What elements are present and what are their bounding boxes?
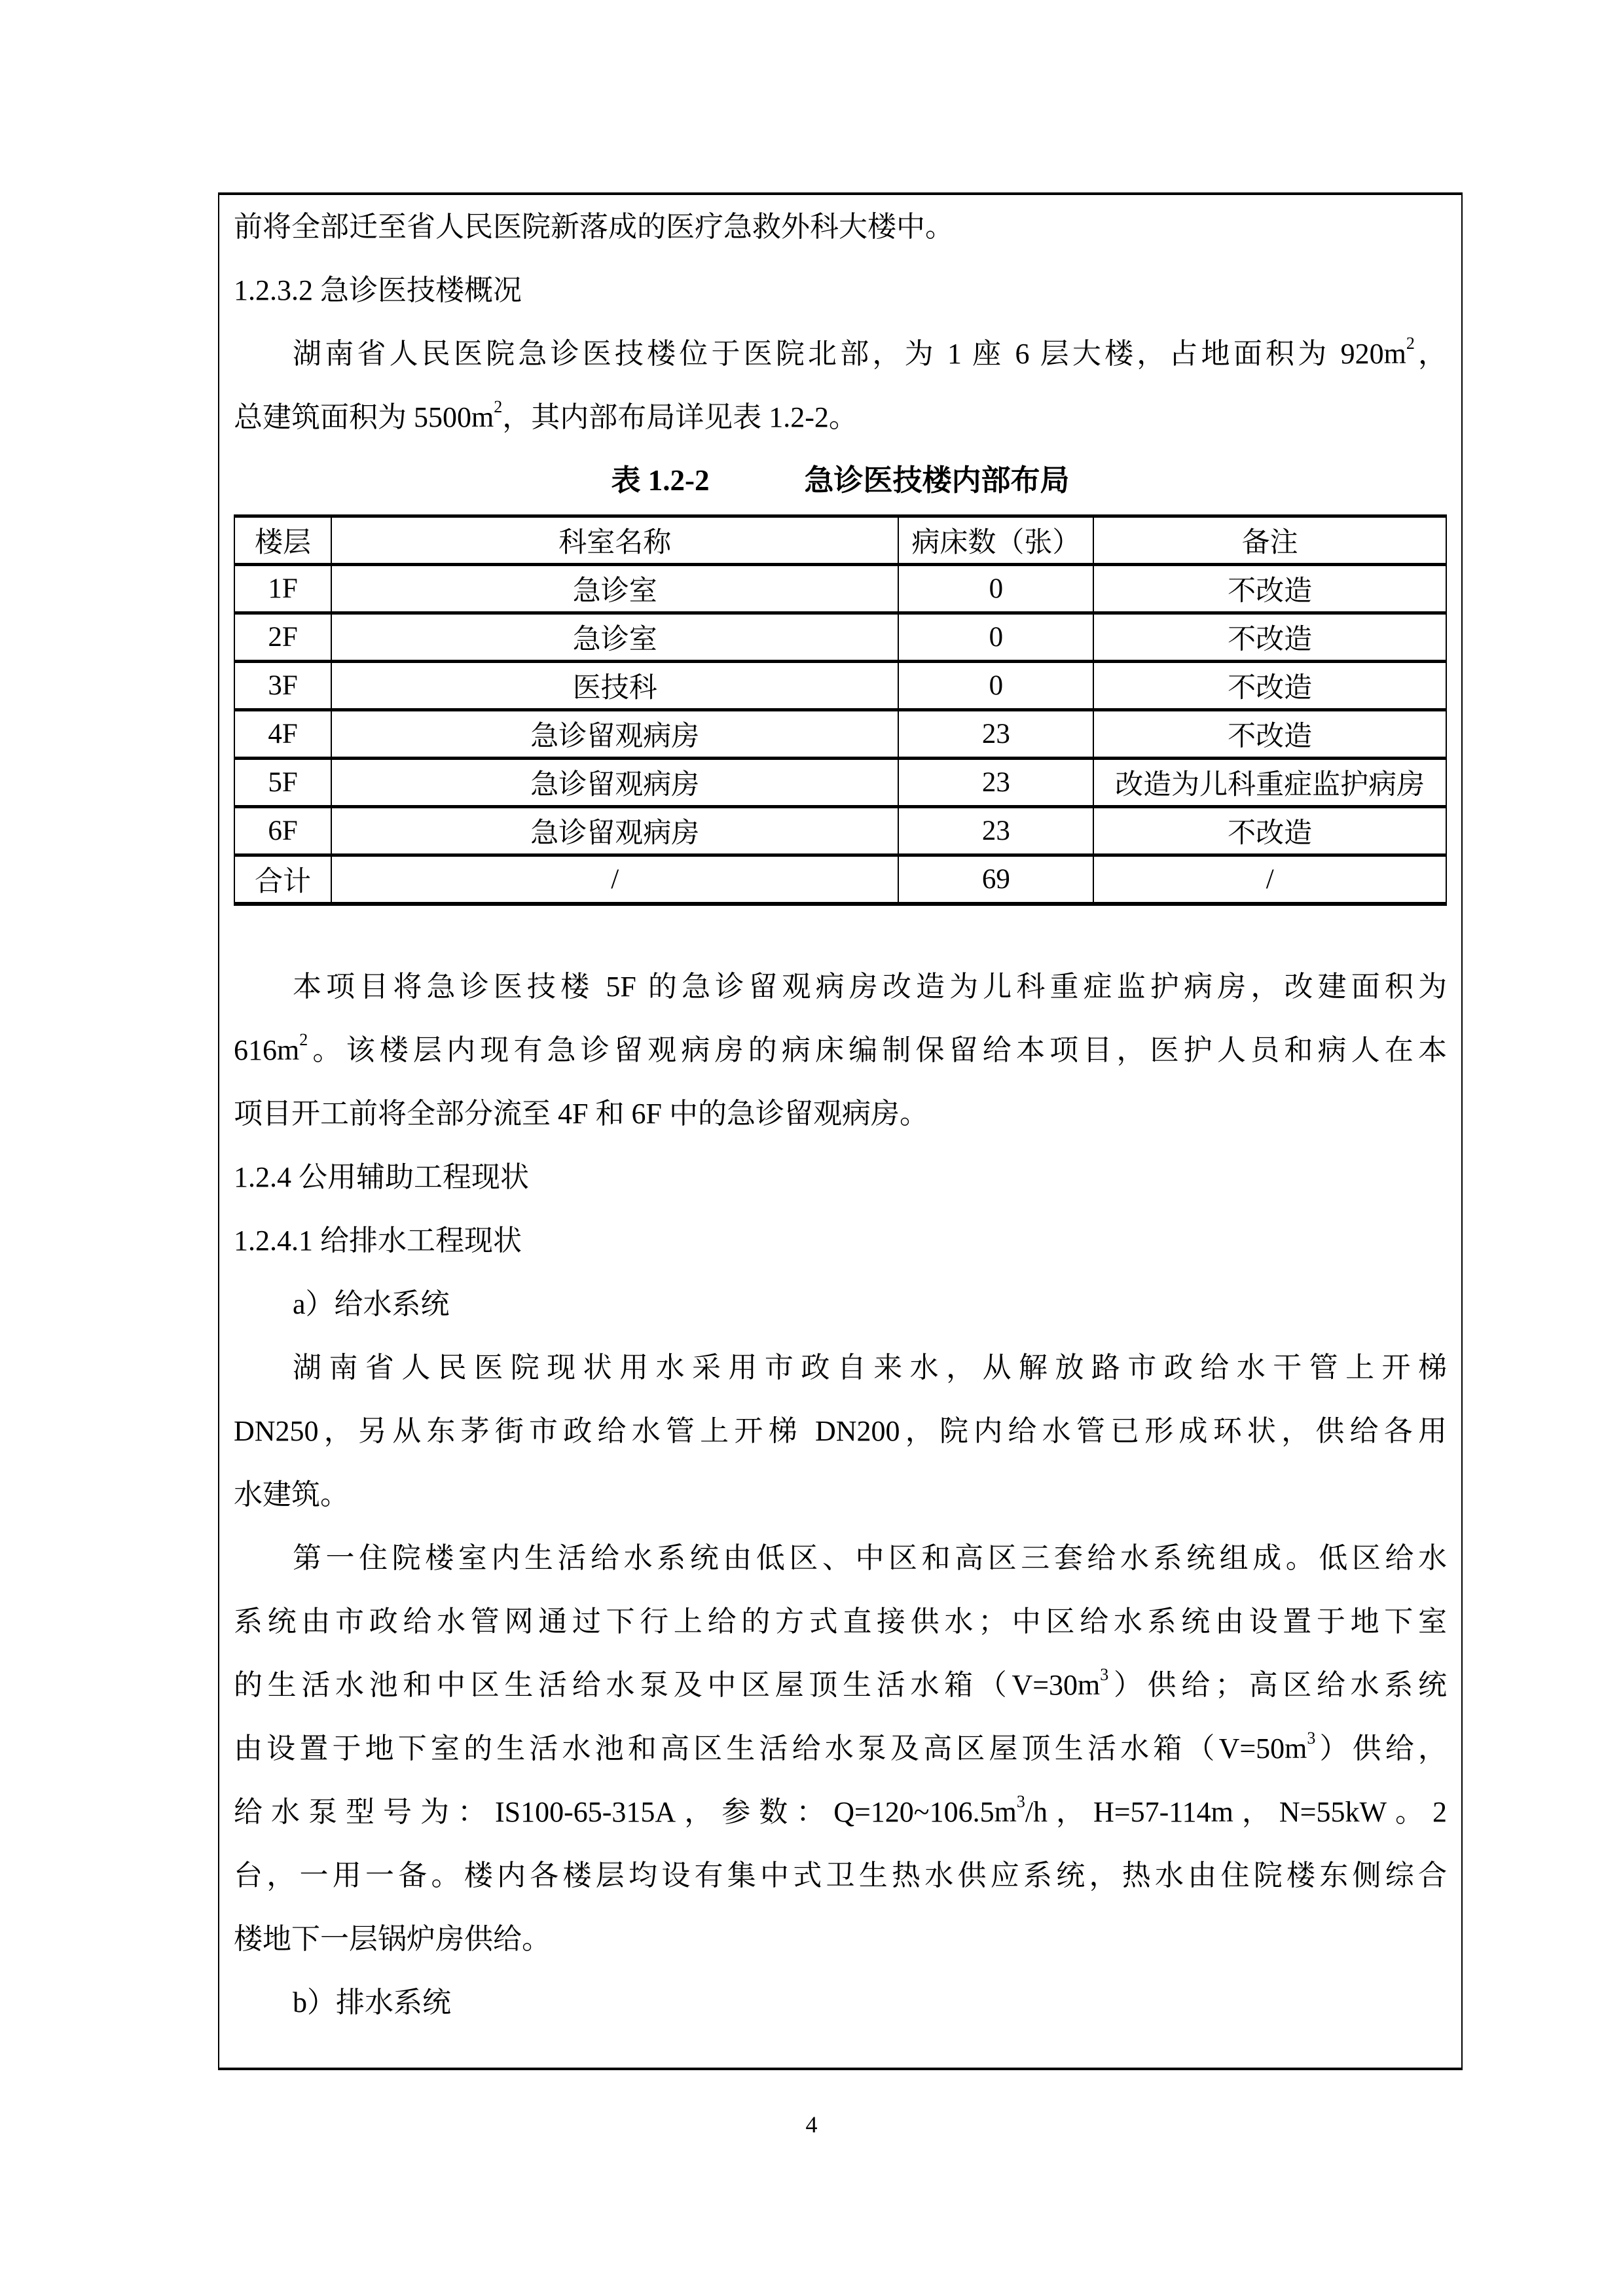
table-header-cell: 病床数（张）	[898, 516, 1093, 565]
table-cell: 0	[898, 613, 1093, 662]
table-cell: 不改造	[1093, 807, 1446, 855]
table-cell: 不改造	[1093, 565, 1446, 613]
text-line: $616m^2$。该楼层内现有急诊留观病房的病床编制保留给本项目，医护人员和病人在本	[234, 1030, 1447, 1066]
body-text-bottom	[234, 955, 1447, 2034]
table-cell: 23	[898, 710, 1093, 759]
text-line: 1.2.4.1 给排水工程现状	[234, 1224, 522, 1257]
table-row	[234, 662, 1446, 710]
superscript: 3	[1100, 1664, 1109, 1684]
table-row	[234, 855, 1446, 904]
text-line: 楼地下一层锅炉房供给。	[234, 1922, 551, 1955]
superscript: 2	[494, 397, 503, 416]
table-header-row	[234, 516, 1446, 565]
table-cell: 合计	[234, 855, 331, 904]
table-header-cell: 科室名称	[331, 516, 898, 565]
table-cell: 23	[898, 807, 1093, 855]
text-line: 前将全部迁至省人民医院新落成的医疗急救外科大楼中。	[234, 211, 954, 243]
text-line: 系统由市政给水管网通过下行上给的方式直接供水；中区给水系统由设置于地下室	[234, 1605, 1447, 1638]
table-cell: 急诊室	[331, 613, 898, 662]
text-line: DN250，另从东茅街市政给水管上开梯 DN200，院内给水管已形成环状，供给各用	[234, 1414, 1447, 1447]
table-cell: /	[1093, 855, 1446, 904]
document-border-box	[218, 192, 1463, 2070]
table-cell: 急诊留观病房	[331, 759, 898, 807]
page-number: 4	[805, 2111, 818, 2138]
text-line: 1.2.3.2 急诊医技楼概况	[234, 274, 522, 306]
text-line: 湖南省人民医院现状用水采用市政自来水，从解放路市政给水干管上开梯	[293, 1351, 1447, 1384]
table-cell: 1F	[234, 565, 331, 613]
table-cell: 急诊留观病房	[331, 710, 898, 759]
table-caption-label: 表 1.2-2	[611, 464, 710, 497]
table-caption	[234, 449, 1447, 512]
table-cell: 医技科	[331, 662, 898, 710]
table-cell: 3F	[234, 662, 331, 710]
table-cell: /	[331, 855, 898, 904]
table-row	[234, 710, 1446, 759]
table-header-cell: 楼层	[234, 516, 331, 565]
superscript: 3	[1016, 1791, 1025, 1811]
table-cell: 不改造	[1093, 613, 1446, 662]
text-line: b）排水系统	[293, 1986, 451, 2018]
text-line: 湖南省人民医院急诊医技楼位于医院北部，为 1 座 6 层大楼，占地面积为 $920m^2$，	[293, 334, 1448, 370]
table-cell: 急诊室	[331, 565, 898, 613]
text-line: 给水泵型号为：IS100-65-315A，参数：$Q=120\sim 106.5m^3/h$，H=57-114m，N=55kW。2	[234, 1791, 1447, 1828]
text-line: 1.2.4 公用辅助工程现状	[234, 1160, 529, 1193]
table-cell: 0	[898, 565, 1093, 613]
text-line: 本项目将急诊医技楼 5F 的急诊留观病房改造为儿科重症监护病房，改建面积为	[293, 970, 1447, 1003]
superscript: 3	[1307, 1728, 1316, 1748]
table-cell: 改造为儿科重症监护病房	[1093, 759, 1446, 807]
table-cell: 4F	[234, 710, 331, 759]
table-row	[234, 565, 1446, 613]
floor-layout-table	[234, 514, 1447, 906]
text-line: 总建筑面积为 $5500m^2$，其内部布局详见表 1.2-2。	[234, 397, 858, 433]
table-cell: 不改造	[1093, 662, 1446, 710]
table-row	[234, 807, 1446, 855]
body-text-top	[234, 195, 1447, 449]
table-cell: 69	[898, 855, 1093, 904]
text-line: 台，一用一备。楼内各楼层均设有集中式卫生热水供应系统，热水由住院楼东侧综合	[234, 1859, 1447, 1892]
text-line: 水建筑。	[234, 1478, 349, 1511]
text-line: 第一住院楼室内生活给水系统由低区、中区和高区三套给水系统组成。低区给水	[293, 1541, 1447, 1574]
text-line: 由设置于地下室的生活水池和高区生活给水泵及高区屋顶生活水箱$(V=50m^3)$供给，	[234, 1728, 1448, 1765]
text-line: 项目开工前将全部分流至 4F 和 6F 中的急诊留观病房。	[234, 1097, 928, 1130]
table-cell: 5F	[234, 759, 331, 807]
table-cell: 0	[898, 662, 1093, 710]
text-line: a）给水系统	[293, 1287, 450, 1320]
table-body	[234, 565, 1446, 904]
table-row	[234, 759, 1446, 807]
table-cell: 6F	[234, 807, 331, 855]
table-cell: 2F	[234, 613, 331, 662]
table-cell: 不改造	[1093, 710, 1446, 759]
superscript: 2	[299, 1030, 308, 1049]
table-row	[234, 613, 1446, 662]
superscript: 2	[1406, 334, 1415, 353]
table-cell: 急诊留观病房	[331, 807, 898, 855]
table-caption-text: 急诊医技楼内部布局	[804, 464, 1070, 497]
table-header-cell: 备注	[1093, 516, 1446, 565]
table-cell: 23	[898, 759, 1093, 807]
text-line: 的生活水池和中区生活给水泵及中区屋顶生活水箱$(V=30m^3)$供给；高区给水系统	[234, 1664, 1448, 1701]
